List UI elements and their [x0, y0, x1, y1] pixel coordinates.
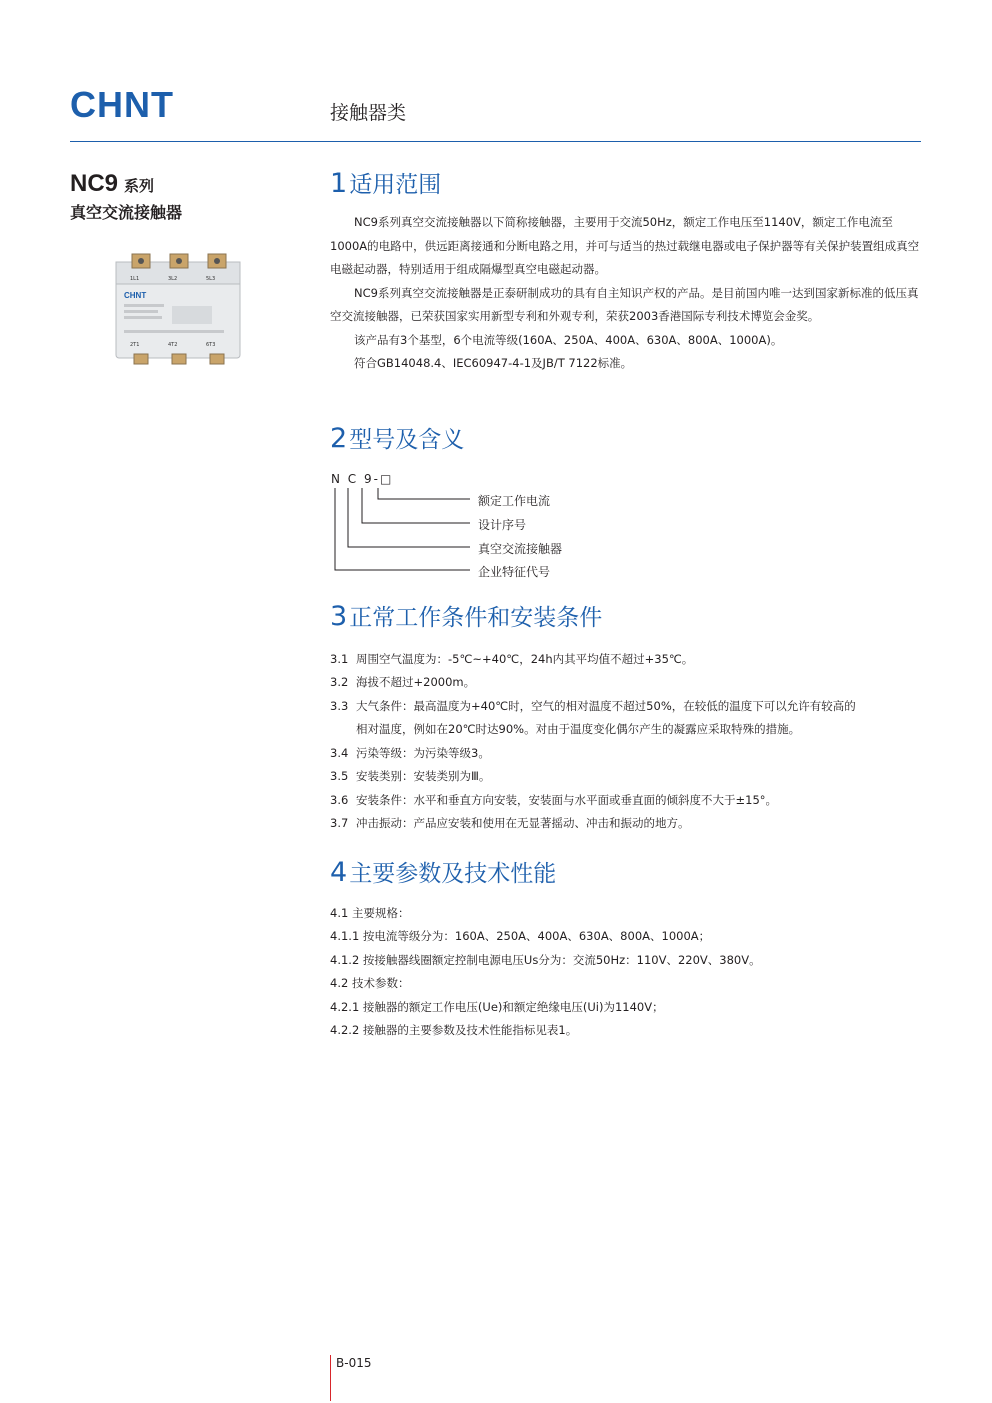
condition-item: [330, 792, 777, 808]
section-title-text: 适用范围: [349, 172, 442, 198]
paragraph: NC9系列真空交流接触器以下简称接触器，主要用于交流50Hz，额定工作电压至1140V，额定工作电流至1000A的电路中，供远距离接通和分断电路之用，并可与适当的热过载继电器或电子保护器等有关保护装置组成真空电磁起动器，特别适用于组成隔爆型真空电磁起动器。: [330, 215, 920, 276]
section-4-title: [330, 855, 556, 888]
condition-item: [330, 651, 693, 667]
condition-text: 周围空气温度为：-5℃~+40℃，24h内其平均值不超过+35℃。: [356, 652, 694, 666]
spec-line: 4.2.2 接触器的主要参数及技术性能指标见表1。: [330, 1023, 578, 1037]
paragraph: 该产品有3个基型，6个电流等级(160A、250A、400A、630A、800A、1000A)。: [354, 332, 783, 347]
terminal-label-top: 3L2: [168, 276, 178, 282]
terminal-label-bottom: 2T1: [130, 342, 140, 348]
terminal-label-bottom: 6T3: [206, 342, 216, 348]
section-2-title: [330, 421, 464, 454]
section-title-text: 型号及含义: [349, 427, 465, 453]
series-name: NC9: [70, 170, 119, 197]
spec-line: 4.1.1 按电流等级分为：160A、250A、400A、630A、800A、1000A；: [330, 929, 711, 943]
condition-text: 海拔不超过+2000m。: [356, 675, 476, 689]
product-series: [70, 170, 154, 198]
condition-item: [330, 768, 490, 784]
chnt-logo: CHNT: [70, 84, 174, 125]
model-diagram-lines: [330, 480, 480, 575]
spec-line: 4.1 主要规格：: [330, 906, 410, 920]
condition-text: 污染等级：为污染等级3。: [356, 746, 490, 760]
condition-text: 冲击振动：产品应安装和使用在无显著摇动、冲击和振动的地方。: [356, 816, 690, 830]
condition-text: 安装类别：安装类别为Ⅲ。: [356, 769, 491, 783]
condition-text: 安装条件：水平和垂直方向安装，安装面与水平面或垂直面的倾斜度不大于±15°。: [356, 793, 778, 807]
paragraph: NC9系列真空交流接触器是正泰研制成功的具有自主知识产权的产品。是目前国内唯一达到国家新标准的低压真空交流接触器，已荣获国家实用新型专利和外观专利，荣获2003香港国际专利技术博览会金奖。: [330, 285, 919, 323]
model-label: 设计序号: [478, 518, 527, 532]
section-number: 4: [330, 857, 348, 888]
model-code: N C 9-□: [331, 472, 394, 486]
spec-line: 4.2.1 接触器的额定工作电压(Ue)和额定绝缘电压(Ui)为1140V；: [330, 1000, 664, 1014]
section-number: 2: [330, 423, 348, 454]
header-divider: [70, 141, 921, 142]
model-label: 额定工作电流: [478, 494, 551, 508]
terminal-label-top: 1L1: [130, 276, 140, 282]
condition-number: 3.3: [330, 699, 349, 713]
section-number: 3: [330, 601, 348, 632]
footer-marker: [330, 1355, 331, 1401]
section-1-body: [330, 211, 922, 376]
model-label: 企业特征代号: [478, 565, 551, 579]
section-3-title: [330, 599, 602, 632]
section-title-text: 正常工作条件和安装条件: [349, 605, 603, 631]
condition-number: 3.1: [330, 652, 349, 666]
page-number: B-015: [336, 1356, 372, 1370]
product-image: [112, 250, 244, 368]
image-brand: CHNT: [124, 291, 147, 300]
condition-number: 3.5: [330, 769, 349, 783]
page-category: 接触器类: [330, 102, 407, 124]
section-number: 1: [330, 168, 348, 199]
series-suffix: 系列: [124, 177, 155, 195]
paragraph: 符合GB14048.4、IEC60947-4-1及JB/T 7122标准。: [354, 356, 633, 370]
condition-text: 大气条件：最高温度为+40℃时，空气的相对温度不超过50%，在较低的温度下可以允许有较高的: [356, 699, 856, 713]
spec-line: 4.1.2 按接触器线圈额定控制电源电压Us分为：交流50Hz：110V、220V、380V。: [330, 953, 761, 967]
condition-number: 3.4: [330, 746, 349, 760]
section-1-title: [330, 166, 441, 199]
condition-number: 3.2: [330, 675, 349, 689]
section-title-text: 主要参数及技术性能: [349, 861, 557, 887]
spec-line: 4.2 技术参数：: [330, 976, 410, 990]
model-label: 真空交流接触器: [478, 542, 563, 556]
condition-continuation: 相对温度，例如在20℃时达90%。对由于温度变化偶尔产生的凝露应采取特殊的措施。: [356, 722, 801, 736]
condition-number: 3.7: [330, 816, 349, 830]
terminal-label-bottom: 4T2: [168, 342, 178, 348]
condition-number: 3.6: [330, 793, 349, 807]
condition-item: [330, 815, 690, 831]
product-name: 真空交流接触器: [70, 203, 183, 222]
condition-item: [330, 698, 856, 714]
condition-item: [330, 745, 490, 761]
condition-item: [330, 674, 475, 690]
terminal-label-top: 5L3: [206, 276, 216, 282]
